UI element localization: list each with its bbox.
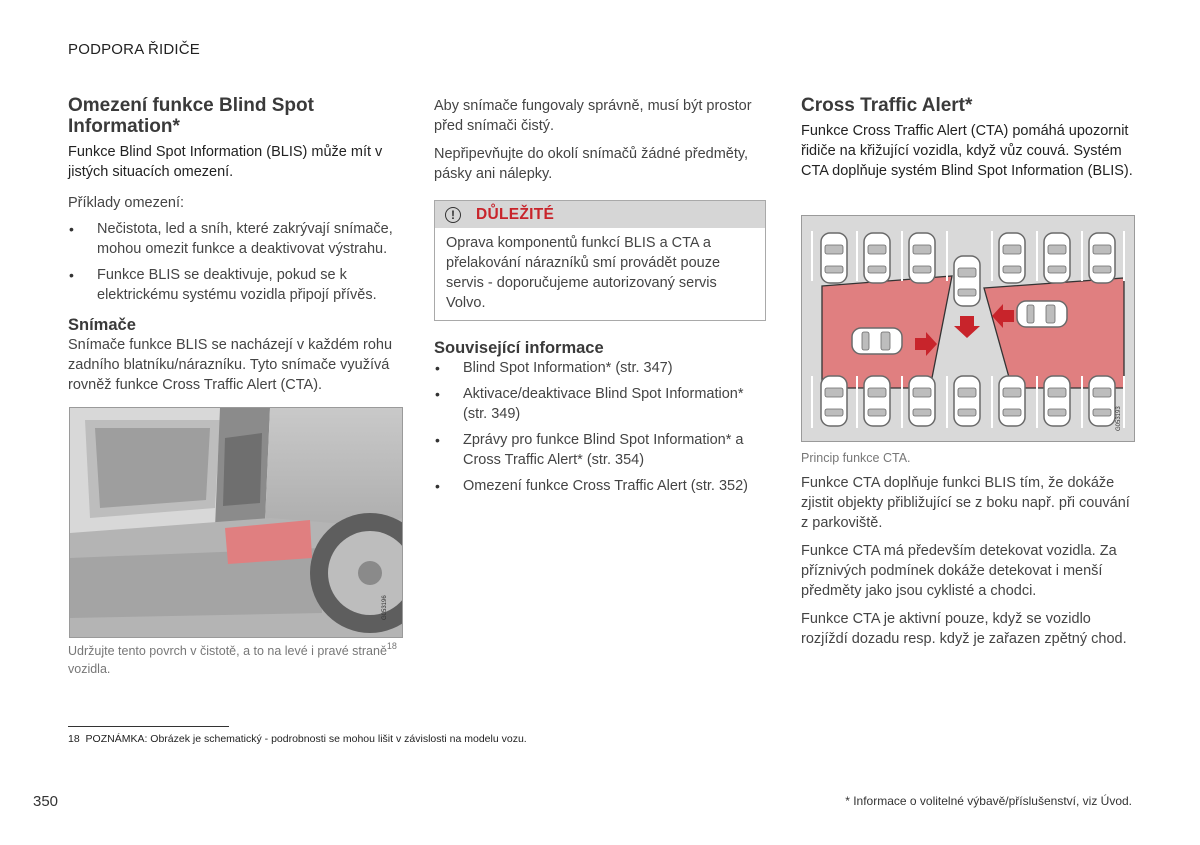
footnote-number: 18 — [68, 733, 80, 745]
figure-code: G053196 — [382, 595, 388, 620]
related-link[interactable]: • Blind Spot Information* (str. 347) — [434, 358, 766, 378]
important-box — [434, 200, 766, 321]
running-header: PODPORA ŘIDIČE — [68, 41, 200, 58]
section-heading-blis-limits: Omezení funkce Blind Spot Information* — [68, 95, 314, 137]
list-item: • Nečistota, led a sníh, které zakrývají snímače, mohou omezit funkce a deaktivovat výstrahu. — [68, 219, 398, 259]
important-header — [435, 201, 765, 228]
cta-paragraph-3: Funkce CTA je aktivní pouze, když se vozidlo rozjíždí dozadu resp. když je zařazen zpětný chod. — [801, 611, 1127, 647]
limits-list — [68, 219, 398, 305]
footnote-text: POZNÁMKA: Obrázek je schematický - podrobnosti se mohou lišit v závislosti na modelu vozu. — [85, 733, 527, 745]
column-left — [68, 95, 398, 395]
optional-equipment-note: * Informace o volitelné výbavě/příslušenství, viz Úvod. — [845, 794, 1132, 808]
page-number: 350 — [33, 793, 59, 810]
cta-text-block — [801, 449, 1133, 649]
blis-intro: Funkce Blind Spot Information (BLIS) může mít v jistých situacích omezení. — [68, 144, 383, 180]
footnote — [68, 733, 527, 745]
cta-principle-figure — [801, 215, 1135, 442]
cta-intro: Funkce Cross Traffic Alert (CTA) pomáhá upozornit řidiče na křižující vozidla, když vůz couvá. Systém CTA doplňuje systém Blind Spot Information (BLIS). — [801, 123, 1133, 179]
sensors-heading: Snímače — [68, 316, 136, 334]
list-item: • Funkce BLIS se deaktivuje, pokud se k elektrickému systému vozidla připojí přívěs. — [68, 265, 398, 305]
important-body — [435, 228, 765, 320]
cta-figure-caption: Princip funkce CTA. — [801, 451, 911, 465]
related-link[interactable]: • Aktivace/deaktivace Blind Spot Information* (str. 349) — [434, 384, 766, 424]
related-list — [434, 358, 766, 496]
column-right — [801, 95, 1133, 181]
cta-paragraph-1: Funkce CTA doplňuje funkci BLIS tím, že dokáže zjistit objekty přibližující se z boku např. při couvání z parkoviště. — [801, 475, 1130, 531]
examples-label: Příklady omezení: — [68, 195, 185, 211]
section-heading-cta: Cross Traffic Alert* — [801, 95, 973, 116]
cta-paragraph-2: Funkce CTA má především detekovat vozidla. Za příznivých podmínek dokáže detekovat i menší předměty jako jsou cyklisté a chodci. — [801, 543, 1117, 599]
caption-text: Udržujte tento povrch v čistotě, a to na levé i pravé straně — [68, 644, 387, 658]
exclamation-icon: ! — [445, 207, 461, 223]
related-link[interactable]: • Omezení funkce Cross Traffic Alert (str. 352) — [434, 476, 766, 496]
rear-bumper-figure — [69, 407, 403, 638]
cta-parking-illustration — [802, 216, 1134, 441]
footnote-divider — [68, 726, 229, 727]
related-link[interactable]: • Zprávy pro funkce Blind Spot Information* a Cross Traffic Alert* (str. 354) — [434, 430, 766, 470]
rear-figure-caption — [68, 642, 398, 678]
no-objects-text: Nepřipevňujte do okolí snímačů žádné předměty, pásky ani nálepky. — [434, 146, 749, 182]
rear-bumper-illustration — [70, 408, 402, 637]
footnote-ref: 18 — [386, 641, 397, 651]
sensors-clean-text: Aby snímače fungovaly správně, musí být prostor před snímači čistý. — [434, 98, 752, 134]
caption-end: vozidla. — [68, 662, 111, 676]
column-middle — [434, 96, 766, 496]
figure-code: G053193 — [1116, 406, 1122, 431]
sensors-text: Snímače funkce BLIS se nacházejí v každém rohu zadního blatníku/nárazníku. Tyto snímače využívá rovněž funkce Cross Traffic Alert (CTA). — [68, 337, 393, 393]
related-heading: Související informace — [434, 339, 604, 357]
important-title: DŮLEŽITÉ — [476, 205, 555, 223]
important-text: Oprava komponentů funkcí BLIS a CTA a přelakování nárazníků smí provádět pouze servis - doporučujeme autorizovaný servis Volvo. — [446, 235, 721, 311]
